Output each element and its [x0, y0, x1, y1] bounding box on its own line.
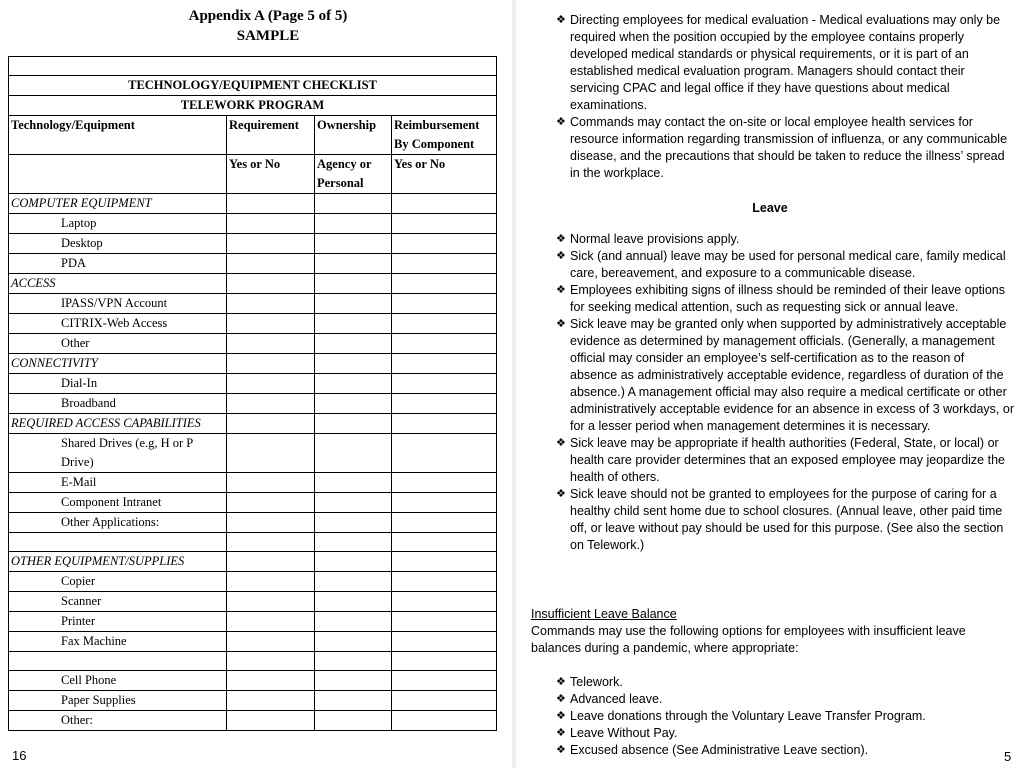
- answer-cell[interactable]: [315, 294, 392, 314]
- answer-cell[interactable]: [392, 632, 497, 652]
- answer-cell[interactable]: [392, 572, 497, 592]
- list-item: [552, 486, 1014, 554]
- answer-cell[interactable]: [227, 691, 315, 711]
- answer-cell[interactable]: [392, 374, 497, 394]
- answer-cell[interactable]: [315, 632, 392, 652]
- diamond-bullet-icon: ❖: [556, 710, 566, 722]
- diamond-bullet-icon: ❖: [556, 744, 566, 756]
- answer-cell[interactable]: [227, 671, 315, 691]
- table-row: [9, 394, 497, 414]
- answer-cell[interactable]: [392, 552, 497, 572]
- category-label: OTHER EQUIPMENT/SUPPLIES: [9, 552, 227, 572]
- table-row: [9, 493, 497, 513]
- item-label: Copier: [9, 572, 227, 592]
- answer-cell[interactable]: [392, 274, 497, 294]
- leave-heading: Leave: [752, 201, 788, 215]
- col-header-technology: Technology/Equipment: [9, 116, 227, 155]
- list-item: [552, 316, 1014, 435]
- subheader-requirement: Yes or No: [227, 155, 315, 194]
- col-header-ownership: Ownership: [315, 116, 392, 155]
- diamond-bullet-icon: ❖: [556, 233, 566, 245]
- answer-cell[interactable]: [315, 234, 392, 254]
- answer-cell[interactable]: [227, 254, 315, 274]
- answer-cell[interactable]: [392, 314, 497, 334]
- answer-cell[interactable]: [392, 592, 497, 612]
- insufficient-leave-text: Commands may use the following options for employees with insufficient leave balances during a pandemic, where appropriate:: [531, 624, 966, 655]
- answer-cell[interactable]: [227, 592, 315, 612]
- diamond-bullet-icon: ❖: [556, 284, 566, 296]
- answer-cell[interactable]: [227, 294, 315, 314]
- item-label: Paper Supplies: [9, 691, 227, 711]
- answer-cell[interactable]: [392, 354, 497, 374]
- diamond-bullet-icon: ❖: [556, 116, 566, 128]
- page-number-left: 16: [12, 748, 27, 763]
- table-row: [9, 513, 497, 533]
- answer-cell[interactable]: [315, 414, 392, 434]
- table-row: [9, 473, 497, 493]
- answer-cell[interactable]: [315, 513, 392, 533]
- category-label: COMPUTER EQUIPMENT: [9, 194, 227, 214]
- answer-cell[interactable]: [227, 473, 315, 493]
- category-label: ACCESS: [9, 274, 227, 294]
- bullet-text: Sick (and annual) leave may be used for personal medical care, family medical care, bereavement, and exposure to a communicable disease.: [570, 249, 1006, 280]
- diamond-bullet-icon: ❖: [556, 727, 566, 739]
- subheader-row: [9, 155, 497, 194]
- answer-cell[interactable]: [392, 414, 497, 434]
- list-item: [552, 725, 1014, 742]
- diamond-bullet-icon: ❖: [556, 676, 566, 688]
- table-row: [9, 434, 497, 473]
- answer-cell[interactable]: [315, 572, 392, 592]
- list-item: [552, 248, 1014, 282]
- bullet-list: [552, 231, 1014, 554]
- answer-cell[interactable]: [227, 334, 315, 354]
- answer-cell[interactable]: [315, 214, 392, 234]
- answer-cell[interactable]: [227, 374, 315, 394]
- item-label: E-Mail: [9, 473, 227, 493]
- diamond-bullet-icon: ❖: [556, 250, 566, 262]
- table-row: [9, 572, 497, 592]
- bullet-list: [552, 12, 1014, 182]
- table-row: [9, 612, 497, 632]
- answer-cell[interactable]: [227, 572, 315, 592]
- bullet-text: Telework.: [570, 675, 623, 689]
- table-row: [9, 96, 497, 116]
- table-row: [9, 552, 497, 572]
- answer-cell[interactable]: [315, 533, 392, 552]
- item-label: Cell Phone: [9, 671, 227, 691]
- bullet-text: Excused absence (See Administrative Leave section).: [570, 743, 869, 757]
- answer-cell[interactable]: [315, 473, 392, 493]
- answer-cell[interactable]: [227, 434, 315, 473]
- answer-cell[interactable]: [392, 473, 497, 493]
- answer-cell[interactable]: [315, 612, 392, 632]
- item-label: Shared Drives (e.g, H or P Drive): [9, 434, 227, 473]
- answer-cell[interactable]: [392, 254, 497, 274]
- item-label: CITRIX-Web Access: [9, 314, 227, 334]
- diamond-bullet-icon: ❖: [556, 318, 566, 330]
- answer-cell[interactable]: [392, 493, 497, 513]
- bullet-text: Commands may contact the on-site or local employee health services for resource information regarding transmission of influenza, or any communicable disease, and the precautions that should be taken to reduce the illness’ spread in the workplace.: [570, 115, 1008, 180]
- bullet-text: Advanced leave.: [570, 692, 663, 706]
- diamond-bullet-icon: ❖: [556, 437, 566, 449]
- answer-cell[interactable]: [227, 394, 315, 414]
- list-item: [552, 674, 1014, 691]
- table-row: [9, 214, 497, 234]
- diamond-bullet-icon: ❖: [556, 693, 566, 705]
- medical-bullets: [552, 12, 1014, 182]
- checklist-title: TECHNOLOGY/EQUIPMENT CHECKLIST: [9, 76, 497, 96]
- blank-cell: [9, 533, 227, 552]
- item-label: Desktop: [9, 234, 227, 254]
- table-row: [9, 671, 497, 691]
- answer-cell[interactable]: [227, 652, 315, 671]
- answer-cell[interactable]: [392, 612, 497, 632]
- table-row: [9, 632, 497, 652]
- table-row: [9, 57, 497, 76]
- answer-cell[interactable]: [315, 552, 392, 572]
- list-item: [552, 742, 1014, 759]
- answer-cell[interactable]: [392, 294, 497, 314]
- table-row: [9, 652, 497, 671]
- answer-cell[interactable]: [315, 334, 392, 354]
- item-label: Laptop: [9, 214, 227, 234]
- answer-cell[interactable]: [392, 394, 497, 414]
- item-label: Fax Machine: [9, 632, 227, 652]
- list-item: [552, 231, 1014, 248]
- table-row: [9, 254, 497, 274]
- right-page: [516, 0, 1024, 768]
- table-row: [9, 533, 497, 552]
- col-header-reimbursement: Reimbursement By Component: [392, 116, 497, 155]
- insufficient-leave-heading: Insufficient Leave Balance: [531, 607, 677, 621]
- answer-cell[interactable]: [227, 612, 315, 632]
- answer-cell[interactable]: [392, 334, 497, 354]
- answer-cell[interactable]: [392, 214, 497, 234]
- table-row: [9, 414, 497, 434]
- answer-cell[interactable]: [392, 691, 497, 711]
- answer-cell[interactable]: [315, 671, 392, 691]
- appendix-title: Appendix A (Page 5 of 5): [188, 8, 348, 24]
- item-label: Scanner: [9, 592, 227, 612]
- list-item: [552, 435, 1014, 486]
- col-header-requirement: Requirement: [227, 116, 315, 155]
- blank-cell: [9, 652, 227, 671]
- answer-cell[interactable]: [315, 652, 392, 671]
- answer-cell[interactable]: [315, 434, 392, 473]
- item-label: Other: [9, 334, 227, 354]
- answer-cell[interactable]: [227, 274, 315, 294]
- answer-cell[interactable]: [315, 493, 392, 513]
- table-row: [9, 711, 497, 731]
- answer-cell[interactable]: [315, 374, 392, 394]
- answer-cell[interactable]: [392, 513, 497, 533]
- answer-cell[interactable]: [392, 234, 497, 254]
- answer-cell[interactable]: [315, 314, 392, 334]
- answer-cell[interactable]: [315, 711, 392, 731]
- answer-cell[interactable]: [315, 394, 392, 414]
- table-row: [9, 294, 497, 314]
- list-item: [552, 12, 1014, 114]
- list-item: [552, 114, 1014, 182]
- answer-cell[interactable]: [227, 552, 315, 572]
- blank-cell: [9, 57, 497, 76]
- answer-cell[interactable]: [315, 691, 392, 711]
- list-item: [552, 282, 1014, 316]
- table-row: [9, 194, 497, 214]
- table-row: [9, 234, 497, 254]
- table-row: [9, 354, 497, 374]
- answer-cell[interactable]: [392, 434, 497, 473]
- table-row: [9, 691, 497, 711]
- answer-cell[interactable]: [227, 354, 315, 374]
- bullet-text: Sick leave may be appropriate if health authorities (Federal, State, or local) or health care provider determines that an exposed employee may jeopardize the health of others.: [570, 436, 1005, 484]
- answer-cell[interactable]: [227, 234, 315, 254]
- technology-checklist-table: [8, 56, 497, 731]
- subheader-ownership: Agency or Personal: [315, 155, 392, 194]
- answer-cell[interactable]: [315, 254, 392, 274]
- subheader-blank: [9, 155, 227, 194]
- answer-cell[interactable]: [392, 533, 497, 552]
- answer-cell[interactable]: [315, 274, 392, 294]
- answer-cell[interactable]: [315, 354, 392, 374]
- table-row: [9, 374, 497, 394]
- leave-bullets: [552, 231, 1014, 554]
- item-label: PDA: [9, 254, 227, 274]
- answer-cell[interactable]: [315, 592, 392, 612]
- answer-cell[interactable]: [227, 632, 315, 652]
- sample-label: SAMPLE: [236, 28, 300, 44]
- answer-cell[interactable]: [392, 671, 497, 691]
- item-label: Other:: [9, 711, 227, 731]
- item-label: Component Intranet: [9, 493, 227, 513]
- item-label: IPASS/VPN Account: [9, 294, 227, 314]
- answer-cell[interactable]: [227, 513, 315, 533]
- list-item: [552, 708, 1014, 725]
- header-row: [9, 116, 497, 155]
- list-item: [552, 691, 1014, 708]
- diamond-bullet-icon: ❖: [556, 488, 566, 500]
- answer-cell[interactable]: [227, 214, 315, 234]
- answer-cell[interactable]: [392, 194, 497, 214]
- subheader-reimbursement: Yes or No: [392, 155, 497, 194]
- bullet-text: Sick leave should not be granted to employees for the purpose of caring for a healthy child sent home due to school closures. (Annual leave, other paid time off, or leave without pay should be used for this purpose. (See also the section on Telework.): [570, 487, 1004, 552]
- item-label: Other Applications:: [9, 513, 227, 533]
- table-row: [9, 334, 497, 354]
- answer-cell[interactable]: [227, 533, 315, 552]
- table-row: [9, 274, 497, 294]
- answer-cell[interactable]: [227, 194, 315, 214]
- table-row: [9, 592, 497, 612]
- category-label: REQUIRED ACCESS CAPABILITIES: [9, 414, 227, 434]
- answer-cell[interactable]: [392, 711, 497, 731]
- table-row: [9, 76, 497, 96]
- answer-cell[interactable]: [227, 493, 315, 513]
- item-label: Dial-In: [9, 374, 227, 394]
- answer-cell[interactable]: [227, 414, 315, 434]
- category-label: CONNECTIVITY: [9, 354, 227, 374]
- table-row: [9, 314, 497, 334]
- bullet-text: Leave donations through the Voluntary Leave Transfer Program.: [570, 709, 926, 723]
- bullet-text: Employees exhibiting signs of illness should be reminded of their leave options for seeking medical attention, such as requesting sick or annual leave.: [570, 283, 1005, 314]
- program-title: TELEWORK PROGRAM: [9, 96, 497, 116]
- answer-cell[interactable]: [315, 194, 392, 214]
- answer-cell[interactable]: [227, 314, 315, 334]
- item-label: Broadband: [9, 394, 227, 414]
- bullet-text: Sick leave may be granted only when supported by administratively acceptable evidence as determined by management officials. (Generally, a management official may consider an employee’s self-certification as to the reason of absence as administratively acceptable evidence, regardless of duration of the absence.) A management official may also require a medical certificate or other administratively acceptable evidence for an absence in excess of 3 workdays, or for a lesser period when management determines it is necessary.: [570, 317, 1014, 433]
- bullet-text: Leave Without Pay.: [570, 726, 678, 740]
- bullet-text: Normal leave provisions apply.: [570, 232, 740, 246]
- answer-cell[interactable]: [227, 711, 315, 731]
- diamond-bullet-icon: ❖: [556, 14, 566, 26]
- item-label: Printer: [9, 612, 227, 632]
- leave-options: [552, 674, 1014, 759]
- bullet-list: [552, 674, 1014, 759]
- bullet-text: Directing employees for medical evaluation - Medical evaluations may only be required when the position occupied by the employee contains properly developed medical standards or physical requirements, or it is part of an established medical evaluation program. Managers should contact their servicing CPAC and legal office if they have questions about medical examinations.: [570, 13, 1001, 112]
- page-number-right: 5: [1004, 749, 1012, 764]
- answer-cell[interactable]: [392, 652, 497, 671]
